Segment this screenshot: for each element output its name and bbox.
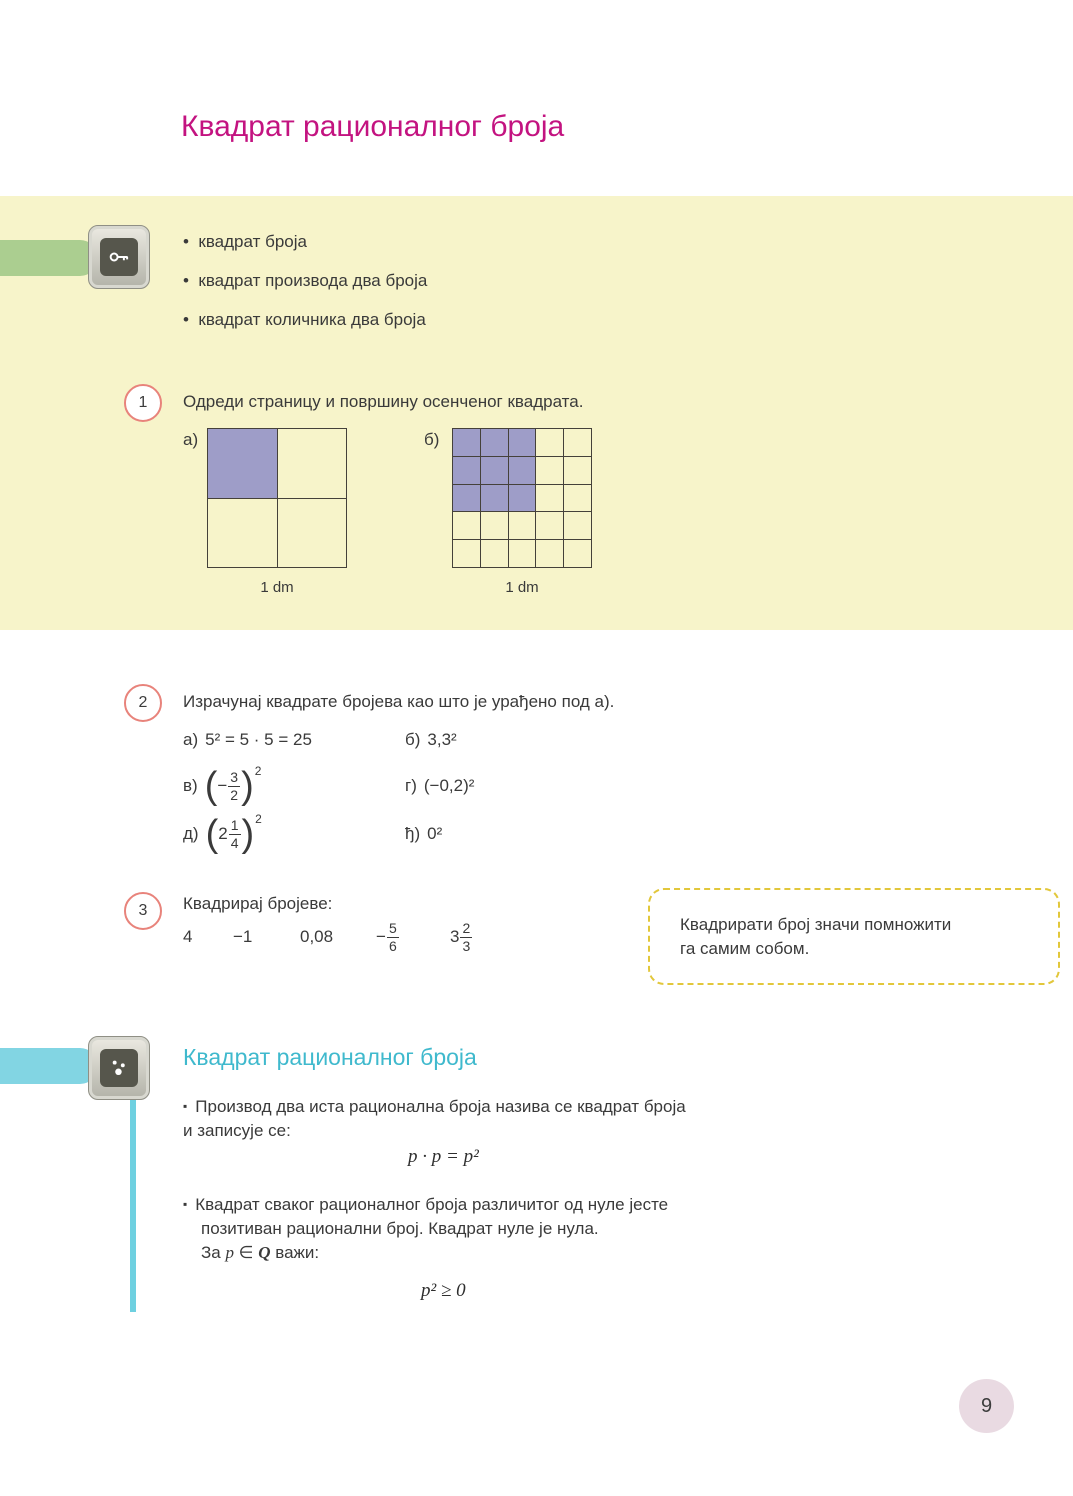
shaded-cell (481, 485, 508, 512)
numerator: 1 (230, 817, 239, 834)
shaded-cell (453, 457, 480, 484)
item-label: г) (405, 776, 417, 795)
whole-number: 2 (218, 824, 228, 843)
paragraph-line: Производ два иста рационална броја назива се квадрат броја (195, 1097, 686, 1116)
exercise1-number: 1 (124, 384, 162, 422)
grid-cell (564, 485, 591, 512)
exercise2-number: 2 (124, 684, 162, 722)
grid-cell (509, 512, 536, 539)
shaded-cell (509, 429, 536, 456)
close-paren: ) (241, 764, 254, 807)
grid-cell (564, 512, 591, 539)
numerator: 3 (230, 769, 239, 786)
green-tab (0, 240, 98, 276)
exercise2-item-d (183, 810, 262, 858)
exercise1-prompt: Одреди страницу и површину осенченог квадрата. (183, 392, 584, 411)
number-value: −1 (233, 927, 253, 946)
numerator: 2 (462, 920, 471, 937)
grid-cell (564, 429, 591, 456)
item-label: а) (183, 730, 199, 749)
item-expression: 0² (427, 824, 443, 843)
lesson-icon-box (88, 1036, 150, 1100)
grid-cell (278, 499, 347, 568)
paragraph-line: позитиван рационални број. Квадрат нуле је нула. (201, 1219, 599, 1238)
paragraph-line: Квадрат сваког рационалног броја различитог од нуле јесте (195, 1195, 669, 1214)
exercise2-item-dj (405, 810, 442, 858)
denominator: 2 (230, 786, 239, 803)
denominator: 6 (388, 937, 397, 954)
formula-square-definition: p · p = p² (408, 1146, 479, 1167)
page-number-badge: 9 (959, 1379, 1014, 1433)
open-paren: ( (205, 812, 219, 855)
grid-cell (453, 512, 480, 539)
paragraph-line: и записује се: (183, 1121, 291, 1140)
grid-cell (564, 540, 591, 567)
exercise2-item-b (405, 730, 457, 750)
grid-cell (481, 540, 508, 567)
dots-icon (100, 1049, 138, 1087)
page-title: Квадрат рационалног броја (181, 110, 565, 143)
fraction (228, 769, 240, 802)
note-box (648, 888, 1060, 985)
exercise2-prompt: Израчунај квадрате бројева као што је урађено под а). (183, 692, 615, 711)
exercise2-item-g (405, 762, 474, 810)
close-paren: ) (241, 812, 255, 855)
key-term: • квадрат производа два броја (183, 261, 427, 300)
item-expression: (−0,2)² (423, 776, 475, 795)
section-heading: Квадрат рационалног броја (183, 1044, 477, 1070)
paragraph-line: За p ∈ Q важи: (201, 1243, 320, 1262)
minus-sign: − (217, 776, 228, 795)
exercise3-number-5 (450, 917, 473, 957)
exponent: 2 (254, 764, 262, 778)
grid-cell (453, 540, 480, 567)
grid-cell (536, 457, 563, 484)
shaded-cell (481, 457, 508, 484)
grid-cell (564, 457, 591, 484)
set-q: Q (258, 1243, 271, 1262)
grid-cell (536, 429, 563, 456)
exercise3-number-1 (183, 917, 192, 957)
key-terms-icon-box (88, 225, 150, 289)
figure-b-label: б) (424, 430, 440, 449)
exponent: 2 (255, 812, 262, 826)
item-label: в) (183, 776, 198, 795)
formula-square-nonnegative: p² ≥ 0 (421, 1280, 466, 1301)
shaded-cell (453, 485, 480, 512)
figure-a-grid (207, 428, 347, 568)
shaded-cell (208, 429, 277, 498)
exercise3-number-4 (376, 917, 400, 957)
number-value: 0,08 (300, 927, 334, 946)
numerator: 5 (388, 920, 397, 937)
grid-cell (278, 429, 347, 498)
item-expression: 5² = 5 · 5 = 25 (205, 730, 312, 749)
grid-cell (536, 485, 563, 512)
square-bullet (183, 1097, 195, 1116)
grid-cell (481, 512, 508, 539)
grid-cell (536, 540, 563, 567)
key-term: • квадрат броја (183, 222, 427, 261)
denominator: 3 (462, 937, 471, 954)
item-label: д) (183, 824, 199, 843)
section-vertical-line (130, 1097, 136, 1312)
item-expression: 3,3² (427, 730, 457, 749)
figure-a-caption: 1 dm (260, 579, 294, 596)
exercise3-prompt: Квадрирај бројеве: (183, 894, 333, 913)
grid-cell (509, 540, 536, 567)
figure-a-label: а) (183, 430, 199, 449)
item-label: б) (405, 730, 421, 749)
shaded-cell (509, 457, 536, 484)
fraction (229, 817, 241, 850)
square-bullet (183, 1195, 195, 1214)
whole-number: 3 (450, 927, 460, 946)
note-text: Квадрирати број значи помножити га самим собом. (680, 914, 952, 958)
shaded-cell (453, 429, 480, 456)
item-label: ђ) (405, 824, 421, 843)
minus-sign: − (376, 927, 386, 946)
section-paragraph-1 (183, 1094, 686, 1143)
fraction (387, 920, 399, 953)
figure-b-grid (452, 428, 592, 568)
exercise3-number-3 (300, 917, 333, 957)
denominator: 4 (230, 834, 239, 851)
section-paragraph-2 (183, 1192, 668, 1265)
key-icon (100, 238, 138, 276)
number-value: 4 (183, 927, 193, 946)
shaded-cell (509, 485, 536, 512)
key-terms-list (183, 222, 427, 339)
exercise3-number-2 (233, 917, 252, 957)
key-term: • квадрат количника два броја (183, 300, 427, 339)
figure-b-caption: 1 dm (505, 579, 539, 596)
shaded-cell (481, 429, 508, 456)
exercise3-number: 3 (124, 892, 162, 930)
cyan-tab (0, 1048, 98, 1084)
exercise2-item-v (183, 762, 261, 810)
grid-cell (208, 499, 277, 568)
fraction (460, 920, 472, 953)
open-paren: ( (204, 764, 218, 807)
grid-cell (536, 512, 563, 539)
variable-p: p (225, 1243, 234, 1262)
exercise2-item-a (183, 730, 312, 750)
